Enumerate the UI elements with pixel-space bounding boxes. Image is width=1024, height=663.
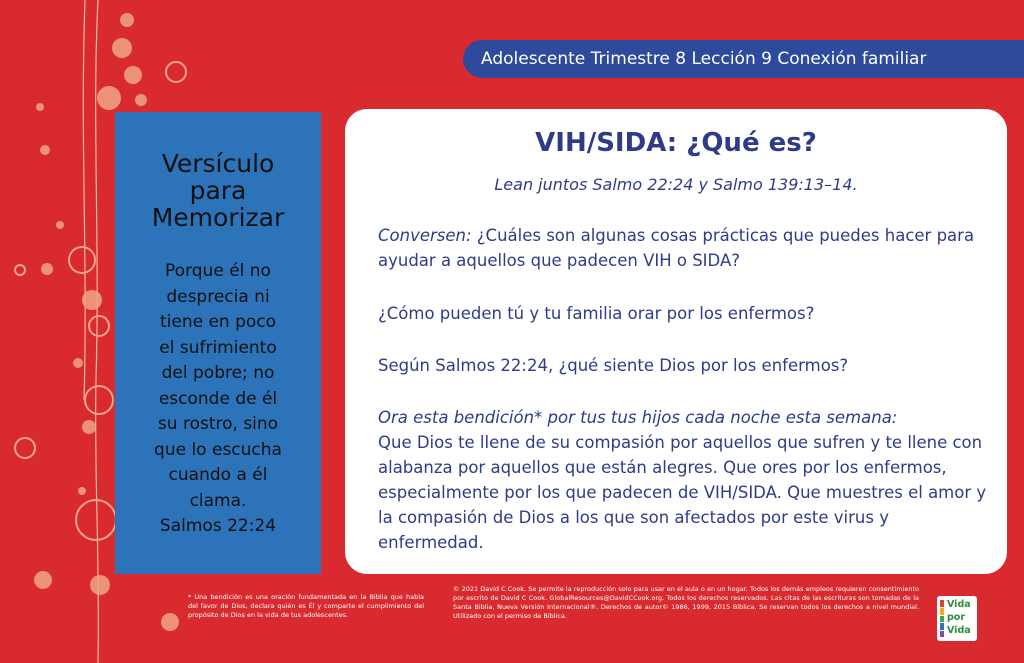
blessing-footnote: * Una bendición es una oración fundamentada en la Biblia que habla del favor de Dios, declara quién es Él y comparte el cumplimiento del propósito de Dios en la vida de tus adolescentes. [188, 593, 424, 619]
copyright-notice: © 2021 David C Cook. Se permite la reproducción solo para usar en el aula o en un hogar. Todos los demás empleos requieren consentimiento por escrito de David C Cook. GlobalResources@DavidCCook.org. Todos los derechos reservados. Las citas de las escrituras son tomadas de la Santa Biblia, Nueva Versión Internacional®. Derechos de autor© 1986, 1999, 2015 Bíblica. Se reservan todos los derechos a nivel mundial. Utilizado con el permiso de Bíblica. [453, 585, 919, 620]
verse-line: desprecia ni [166, 286, 270, 307]
discussion-question-text: ¿Cuáles son algunas cosas prácticas que puedes hacer para ayudar a aquellos que padecen VIH o SIDA? [378, 226, 975, 270]
verse-line: cuando a él [168, 465, 268, 485]
logo-stripes-icon [940, 600, 944, 637]
blessing-text: Que Dios te llene de su compasión por aquellos que sufren y te llene con alabanza por aquellos que están alegres. Que ores por los enfermos, especialmente por los que padecen de VIH/SIDA. Que muestres el amor y la compasión de Dios a los que son afectados por este virus y enfermedad. [378, 433, 987, 552]
lesson-header-title: Adolescente Trimestre 8 Lección 9 Conexión familiar [481, 49, 927, 69]
reading-instruction: Lean juntos Salmo 22:24 y Salmo 139:13–14. [494, 175, 858, 194]
memory-verse-card [115, 112, 321, 574]
verse-line: que lo escucha [154, 439, 282, 460]
memory-verse-title [115, 150, 321, 231]
discussion-question-3: Según Salmos 22:24, ¿qué siente Dios por los enfermos? [378, 356, 849, 375]
verse-reference: Salmos 22:24 [159, 516, 277, 536]
verse-line: esconde de él [158, 388, 278, 409]
verse-line: Porque él no [165, 261, 271, 281]
discussion-question-2: ¿Cómo pueden tú y tu familia orar por los enfermos? [378, 304, 815, 323]
logo-line: Vida [947, 625, 971, 636]
verse-line: del pobre; no [161, 363, 275, 383]
blessing-intro: Ora esta bendición* por tus tus hijos cada noche esta semana: [378, 408, 898, 427]
verse-line: el sufrimiento [159, 337, 277, 358]
logo-text [947, 598, 977, 637]
vida-por-vida-logo [937, 596, 977, 641]
verse-line: clama. [189, 490, 247, 511]
logo-line: Vida [947, 599, 971, 610]
verse-line: tiene en poco [159, 312, 277, 332]
memory-title-line: Versículo [161, 149, 275, 178]
lesson-header-bar [463, 40, 1024, 78]
main-title: VIH/SIDA: ¿Qué es? [535, 128, 817, 158]
memory-title-line: Memorizar [151, 203, 285, 232]
verse-line: su rostro, sino [157, 414, 279, 434]
memory-title-line: para [189, 176, 247, 205]
logo-line: por [947, 612, 966, 623]
memory-verse-text [115, 259, 321, 540]
discussion-question-1 [378, 223, 988, 273]
blessing-section [378, 405, 988, 555]
main-content-card [345, 109, 1007, 574]
discussion-label: Conversen: [378, 226, 472, 245]
